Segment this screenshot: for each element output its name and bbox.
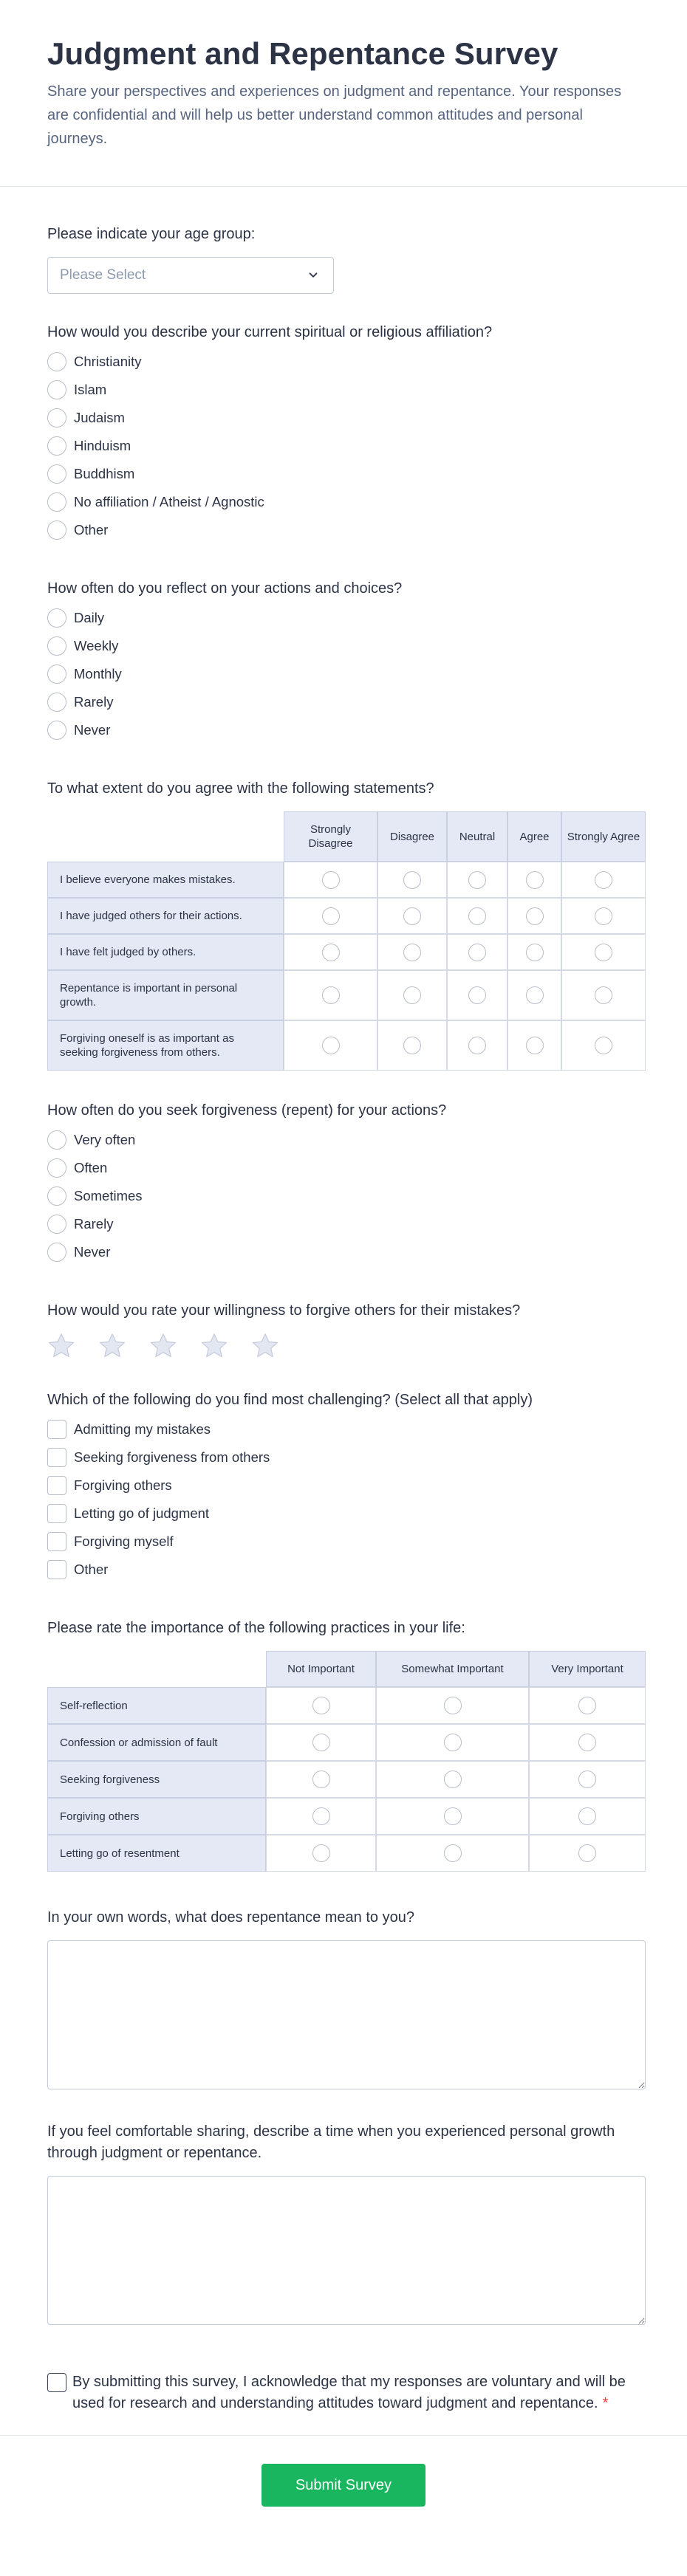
importance-matrix-radio[interactable] <box>312 1807 330 1825</box>
agree-matrix-cell <box>561 970 646 1020</box>
agree-matrix-radio[interactable] <box>468 944 486 961</box>
importance-matrix-radio[interactable] <box>444 1807 462 1825</box>
agree-matrix-radio[interactable] <box>595 986 612 1004</box>
agree-matrix-radio[interactable] <box>526 944 544 961</box>
agree-matrix-radio[interactable] <box>526 986 544 1004</box>
importance-column-header: Very Important <box>529 1651 646 1687</box>
importance-matrix-radio[interactable] <box>312 1770 330 1788</box>
agree-matrix-radio[interactable] <box>526 1037 544 1054</box>
challenging-option-label: Letting go of judgment <box>74 1505 210 1522</box>
importance-matrix-radio[interactable] <box>312 1697 330 1714</box>
importance-matrix-radio[interactable] <box>444 1734 462 1751</box>
agree-matrix-radio[interactable] <box>322 907 340 925</box>
agree-matrix-radio[interactable] <box>595 871 612 889</box>
importance-matrix-cell <box>266 1687 376 1724</box>
forgiveness-radio[interactable] <box>47 1243 66 1262</box>
importance-matrix-cell <box>529 1835 646 1872</box>
importance-matrix-row <box>47 1724 646 1761</box>
forgiveness-option[interactable] <box>47 1182 646 1210</box>
question-forgiveness-label: How often do you seek forgiveness (repent) for your actions? <box>47 1102 447 1119</box>
chevron-down-icon <box>307 269 320 282</box>
challenging-option[interactable] <box>47 1443 646 1471</box>
form-description: Share your perspectives and experiences on judgment and repentance. Your responses are confidential and will help us better understand common attitudes and personal journeys. <box>47 83 622 148</box>
agree-matrix <box>47 811 646 1071</box>
question-challenging <box>47 1390 646 1584</box>
agree-column-header: Agree <box>507 811 561 862</box>
form-title: Judgment and Repentance Survey <box>47 36 558 71</box>
agree-row-label: Forgiving oneself is as important as seeking forgiveness from others. <box>47 1020 284 1071</box>
agree-row-label: I have judged others for their actions. <box>47 898 284 934</box>
question-challenging-label: Which of the following do you find most challenging? (Select all that apply) <box>47 1392 533 1409</box>
question-affiliation <box>47 322 646 544</box>
agree-matrix-cell <box>377 934 447 970</box>
repentance-meaning-textarea[interactable] <box>47 1940 646 2089</box>
challenging-check[interactable] <box>47 1420 66 1439</box>
importance-matrix-cell <box>266 1761 376 1798</box>
importance-row-label: Letting go of resentment <box>47 1835 266 1872</box>
challenging-check[interactable] <box>47 1532 66 1551</box>
agree-matrix-cell <box>377 862 447 898</box>
consent-row <box>47 2371 646 2414</box>
agree-matrix-cell <box>507 970 561 1020</box>
agree-matrix-radio[interactable] <box>595 907 612 925</box>
importance-row-label: Forgiving others <box>47 1798 266 1835</box>
star-icon[interactable] <box>98 1332 126 1360</box>
forgiveness-option-label: Sometimes <box>74 1188 143 1204</box>
importance-matrix-row <box>47 1761 646 1798</box>
question-agree <box>47 778 646 1071</box>
importance-matrix-radio[interactable] <box>578 1807 596 1825</box>
question-agree-label: To what extent do you agree with the following statements? <box>47 780 434 797</box>
agree-column-header: Disagree <box>377 811 447 862</box>
question-age <box>47 224 646 294</box>
reflect-option-label: Weekly <box>74 638 119 654</box>
agree-matrix-radio[interactable] <box>322 871 340 889</box>
challenging-option-label: Forgiving myself <box>74 1533 174 1550</box>
question-reflect-label: How often do you reflect on your actions and choices? <box>47 580 403 597</box>
age-group-select[interactable] <box>47 257 334 294</box>
consent-checkbox[interactable] <box>47 2373 66 2392</box>
agree-matrix-row <box>47 970 646 1020</box>
importance-matrix <box>47 1651 646 1872</box>
agree-matrix-cell <box>284 862 377 898</box>
forgiveness-radio[interactable] <box>47 1186 66 1206</box>
form-header <box>0 0 687 187</box>
challenging-option[interactable] <box>47 1528 646 1556</box>
challenging-check[interactable] <box>47 1560 66 1579</box>
forgiveness-option-label: Rarely <box>74 1216 114 1232</box>
challenging-option[interactable] <box>47 1500 646 1528</box>
required-asterisk: * <box>602 2395 609 2412</box>
affiliation-option-label: Christianity <box>74 354 142 370</box>
importance-matrix-radio[interactable] <box>444 1844 462 1862</box>
agree-matrix-radio[interactable] <box>526 907 544 925</box>
agree-matrix-radio[interactable] <box>403 907 421 925</box>
challenging-option[interactable] <box>47 1415 646 1443</box>
agree-matrix-cell <box>447 862 507 898</box>
agree-matrix-cell <box>447 934 507 970</box>
agree-matrix-row <box>47 934 646 970</box>
reflect-option[interactable] <box>47 604 646 632</box>
importance-matrix-radio[interactable] <box>578 1697 596 1714</box>
importance-matrix-cell <box>529 1798 646 1835</box>
star-icon[interactable] <box>149 1332 177 1360</box>
agree-matrix-cell <box>447 1020 507 1071</box>
star-icon[interactable] <box>251 1332 279 1360</box>
question-meaning <box>47 1907 646 2093</box>
reflect-option-label: Daily <box>74 610 105 626</box>
agree-row-label: I have felt judged by others. <box>47 934 284 970</box>
forgiveness-option-label: Often <box>74 1160 108 1176</box>
agree-matrix-radio[interactable] <box>322 944 340 961</box>
importance-matrix-row <box>47 1687 646 1724</box>
affiliation-option-label: Hinduism <box>74 438 131 454</box>
agree-row-label: Repentance is important in personal growth. <box>47 970 284 1020</box>
affiliation-option[interactable] <box>47 432 646 460</box>
star-icon[interactable] <box>200 1332 228 1360</box>
reflect-option[interactable] <box>47 688 646 716</box>
agree-matrix-row <box>47 862 646 898</box>
agree-matrix-radio[interactable] <box>595 1037 612 1054</box>
matrix-corner <box>47 1651 266 1687</box>
reflect-option-label: Never <box>74 722 111 738</box>
challenging-option-label: Seeking forgiveness from others <box>74 1449 270 1466</box>
forgiveness-radio[interactable] <box>47 1158 66 1178</box>
importance-matrix-radio[interactable] <box>578 1844 596 1862</box>
affiliation-option[interactable] <box>47 376 646 404</box>
agree-matrix-cell <box>284 970 377 1020</box>
challenging-options <box>47 1415 646 1584</box>
challenging-check[interactable] <box>47 1476 66 1495</box>
importance-matrix-cell <box>376 1761 529 1798</box>
agree-matrix-radio[interactable] <box>403 871 421 889</box>
importance-column-header: Somewhat Important <box>376 1651 529 1687</box>
agree-matrix-radio[interactable] <box>403 986 421 1004</box>
star-icon[interactable] <box>47 1332 75 1360</box>
agree-matrix-radio[interactable] <box>468 1037 486 1054</box>
agree-matrix-cell <box>284 1020 377 1071</box>
agree-matrix-cell <box>284 934 377 970</box>
forgiveness-radio[interactable] <box>47 1215 66 1234</box>
importance-matrix-cell <box>376 1687 529 1724</box>
importance-matrix-radio[interactable] <box>312 1734 330 1751</box>
agree-matrix-radio[interactable] <box>403 944 421 961</box>
submit-button[interactable]: Submit Survey <box>262 2464 425 2507</box>
importance-matrix-cell <box>529 1724 646 1761</box>
forgiveness-option[interactable] <box>47 1210 646 1238</box>
agree-column-header: Strongly Agree <box>561 811 646 862</box>
affiliation-option[interactable] <box>47 488 646 516</box>
matrix-corner <box>47 811 284 862</box>
agree-matrix-cell <box>447 970 507 1020</box>
agree-matrix-radio[interactable] <box>468 986 486 1004</box>
agree-matrix-row <box>47 898 646 934</box>
question-importance-label: Please rate the importance of the following practices in your life: <box>47 1620 465 1637</box>
question-forgiveness <box>47 1100 646 1266</box>
agree-matrix-cell <box>507 934 561 970</box>
affiliation-radio[interactable] <box>47 464 66 484</box>
question-affiliation-label: How would you describe your current spiritual or religious affiliation? <box>47 324 493 341</box>
challenging-option-label: Other <box>74 1562 109 1578</box>
agree-column-header: Neutral <box>447 811 507 862</box>
challenging-option[interactable] <box>47 1471 646 1500</box>
question-importance <box>47 1618 646 1872</box>
affiliation-radio[interactable] <box>47 408 66 427</box>
affiliation-radio[interactable] <box>47 521 66 540</box>
affiliation-option[interactable] <box>47 460 646 488</box>
affiliation-options <box>47 348 646 544</box>
affiliation-option-label: Judaism <box>74 410 125 426</box>
star-rating <box>47 1332 646 1360</box>
age-group-placeholder: Please Select <box>60 267 146 284</box>
agree-column-header: Strongly Disagree <box>284 811 377 862</box>
affiliation-radio[interactable] <box>47 436 66 456</box>
consent-text: By submitting this survey, I acknowledge that my responses are voluntary and will be used for research and understanding attitudes toward judgment and repentance. <box>72 2374 626 2412</box>
reflect-option[interactable] <box>47 716 646 744</box>
agree-matrix-radio[interactable] <box>468 871 486 889</box>
challenging-check[interactable] <box>47 1448 66 1467</box>
forgiveness-option[interactable] <box>47 1238 646 1266</box>
importance-matrix-cell <box>529 1761 646 1798</box>
importance-matrix-cell <box>376 1798 529 1835</box>
challenging-check[interactable] <box>47 1504 66 1523</box>
form-footer <box>0 2435 687 2539</box>
question-growth <box>47 2121 646 2329</box>
challenging-option-label: Admitting my mistakes <box>74 1421 211 1438</box>
question-growth-label: If you feel comfortable sharing, describe a time when you experienced personal growth through judgment or repentance. <box>47 2123 615 2162</box>
reflect-radio[interactable] <box>47 636 66 656</box>
reflect-option[interactable] <box>47 660 646 688</box>
importance-column-header: Not Important <box>266 1651 376 1687</box>
importance-matrix-row <box>47 1798 646 1835</box>
question-rating-label: How would you rate your willingness to forgive others for their mistakes? <box>47 1302 521 1319</box>
importance-matrix-cell <box>266 1835 376 1872</box>
agree-matrix-cell <box>377 898 447 934</box>
affiliation-option[interactable] <box>47 404 646 432</box>
importance-matrix-radio[interactable] <box>578 1734 596 1751</box>
agree-matrix-cell <box>507 862 561 898</box>
agree-matrix-cell <box>377 970 447 1020</box>
growth-story-textarea[interactable] <box>47 2176 646 2325</box>
affiliation-option[interactable] <box>47 348 646 376</box>
forgiveness-option-label: Very often <box>74 1132 136 1148</box>
reflect-radio[interactable] <box>47 608 66 628</box>
reflect-option-label: Rarely <box>74 694 114 710</box>
agree-matrix-cell <box>561 1020 646 1071</box>
importance-matrix-cell <box>376 1835 529 1872</box>
importance-matrix-radio[interactable] <box>444 1770 462 1788</box>
reflect-option[interactable] <box>47 632 646 660</box>
agree-row-label: I believe everyone makes mistakes. <box>47 862 284 898</box>
affiliation-option-label: Other <box>74 522 109 538</box>
agree-matrix-radio[interactable] <box>468 907 486 925</box>
reflect-options <box>47 604 646 744</box>
reflect-radio[interactable] <box>47 693 66 712</box>
affiliation-radio[interactable] <box>47 380 66 399</box>
agree-matrix-radio[interactable] <box>403 1037 421 1054</box>
agree-matrix-radio[interactable] <box>322 1037 340 1054</box>
importance-matrix-radio[interactable] <box>312 1844 330 1862</box>
forgiveness-radio[interactable] <box>47 1130 66 1150</box>
forgiveness-option-label: Never <box>74 1244 111 1260</box>
importance-row-label: Seeking forgiveness <box>47 1761 266 1798</box>
affiliation-radio[interactable] <box>47 492 66 512</box>
forgiveness-option[interactable] <box>47 1154 646 1182</box>
importance-matrix-cell <box>266 1724 376 1761</box>
form-body <box>0 224 687 2414</box>
forgiveness-option[interactable] <box>47 1126 646 1154</box>
agree-matrix-cell <box>561 898 646 934</box>
agree-matrix-radio[interactable] <box>322 986 340 1004</box>
consent-text-wrap <box>72 2371 646 2414</box>
forgiveness-options <box>47 1126 646 1266</box>
agree-matrix-cell <box>377 1020 447 1071</box>
agree-matrix-cell <box>561 862 646 898</box>
challenging-option[interactable] <box>47 1556 646 1584</box>
agree-matrix-cell <box>507 898 561 934</box>
challenging-option-label: Forgiving others <box>74 1477 172 1494</box>
affiliation-radio[interactable] <box>47 352 66 371</box>
affiliation-option-label: Buddhism <box>74 466 135 482</box>
reflect-radio[interactable] <box>47 721 66 740</box>
importance-matrix-row <box>47 1835 646 1872</box>
agree-matrix-cell <box>507 1020 561 1071</box>
importance-row-label: Confession or admission of fault <box>47 1724 266 1761</box>
reflect-option-label: Monthly <box>74 666 122 682</box>
question-rating <box>47 1300 646 1360</box>
question-age-label: Please indicate your age group: <box>47 226 256 243</box>
importance-row-label: Self-reflection <box>47 1687 266 1724</box>
importance-matrix-radio[interactable] <box>444 1697 462 1714</box>
agree-matrix-radio[interactable] <box>526 871 544 889</box>
agree-matrix-radio[interactable] <box>595 944 612 961</box>
importance-matrix-cell <box>376 1724 529 1761</box>
question-reflect <box>47 578 646 744</box>
affiliation-option-label: No affiliation / Atheist / Agnostic <box>74 494 264 510</box>
importance-matrix-cell <box>529 1687 646 1724</box>
importance-matrix-radio[interactable] <box>578 1770 596 1788</box>
agree-matrix-cell <box>447 898 507 934</box>
agree-matrix-row <box>47 1020 646 1071</box>
question-meaning-label: In your own words, what does repentance mean to you? <box>47 1909 414 1926</box>
importance-matrix-cell <box>266 1798 376 1835</box>
agree-matrix-cell <box>284 898 377 934</box>
reflect-radio[interactable] <box>47 664 66 684</box>
affiliation-option[interactable] <box>47 516 646 544</box>
agree-matrix-cell <box>561 934 646 970</box>
affiliation-option-label: Islam <box>74 382 107 398</box>
